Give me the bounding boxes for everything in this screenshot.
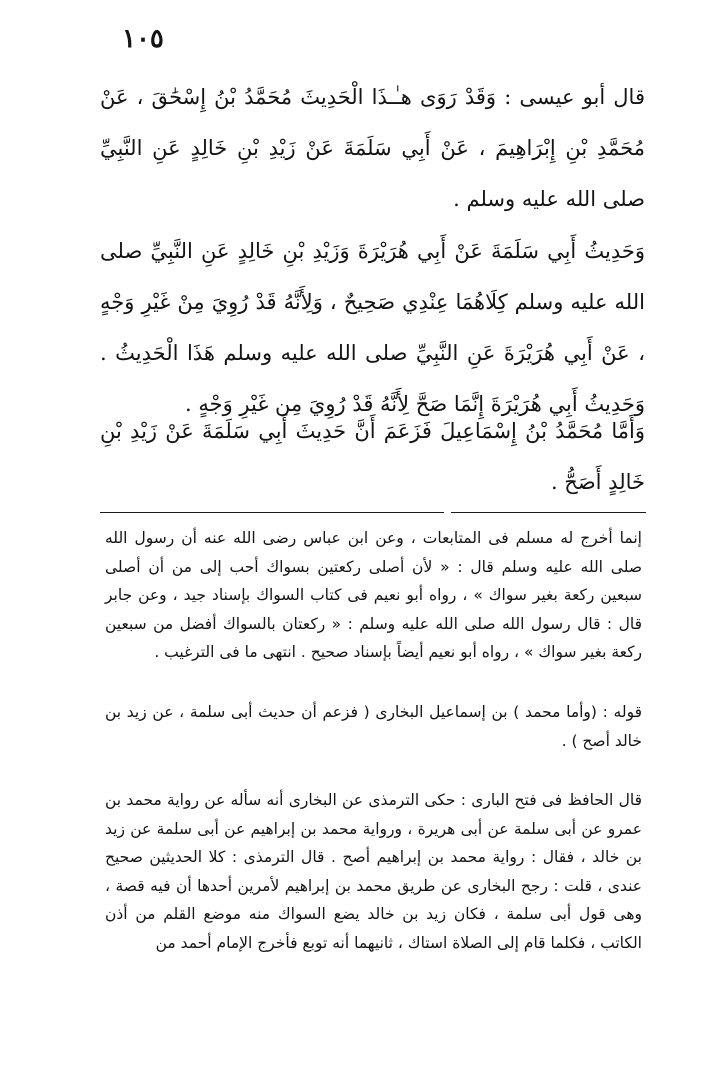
main-paragraph: وَحَدِيثُ أَبِي سَلَمَةَ عَنْ أَبِي هُرَيْرَةَ وَزَيْدِ بْنِ خَالِدٍ عَنِ النَّبِيِّ صلى الله عليه وسلم كِلَاهُمَا عِنْدِي صَحِيحٌ ، وَلِأَنَّهُ قَدْ رُوِيَ مِنْ غَيْرِ وَجْهٍ ، عَنْ أَبِي هُرَيْرَةَ عَنِ النَّبِيِّ صلى الله عليه وسلم هَذَا الْحَدِيثُ . وَحَدِيثُ أَبِي هُرَيْرَةَ إِنَّمَا صَحَّ لِأَنَّهُ قَدْ رُوِيَ مِن غَيْرِ وَجْهٍ . [100,239,645,416]
commentary-paragraph: قال الحافظ فى فتح البارى : حكى الترمذى عن البخارى أنه سأله عن رواية محمد بن عمرو عن أبى سلمة عن أبى هريرة ، ورواية محمد بن إبراهيم عن أبى سلمة عن زيد بن خالد ، فقال : رواية محمد بن إبراهيم أصح . قال الترمذى : كلا الحديثين صحيح عندى ، قلت : رجح البخارى عن طريق محمد بن إبراهيم لأمرين أحدها أن فيه قصة ، وهى قول أبى سلمة ، فكان زيد بن خالد يضع السواك منه موضع القلم من أذن الكاتب ، فكلما قام إلى الصلاة استاك ، ثانيهما أنه توبع فأخرج الإمام أحمد من [105,791,642,952]
main-paragraph: وَأَمَّا مُحَمَّدُ بْنُ إِسْمَاعِيلَ فَزَعَمَ أَنَّ حَدِيثَ أَبِي سَلَمَةَ عَنْ زَيْدِ بْنِ خَالِدٍ أَصَحُّ . [100,419,645,494]
main-paragraph: قال أبو عيسى : وَقَدْ رَوَى هـٰـذَا الْحَدِيثَ مُحَمَّدُ بْنُ إِسْحَٰقَ ، عَنْ مُحَمَّدِ بْنِ إِبْرَاهِيمَ ، عَنْ أَبِي سَلَمَةَ عَنْ زَيْدِ بْنِ خَالِدٍ عَنِ النَّبِيِّ صلى الله عليه وسلم . [100,85,645,211]
separator-rule-right [451,512,646,513]
separator-rule-left [100,512,444,513]
main-text-block [100,72,645,508]
commentary-paragraph: قوله : (وأما محمد ) بن إسماعيل البخارى ( فزعم أن حديث أبى سلمة ، عن زيد بن خالد أصح ) . [105,703,642,750]
commentary-paragraph: إنما أخرج له مسلم فى المتابعات ، وعن ابن عباس رضى الله عنه أن رسول الله صلى الله عليه وسلم قال : « لأن أصلى ركعتين بسواك أحب إلى من أن أصلى سبعين ركعة بغير سواك » ، رواه أبو نعيم فى كتاب السواك بإسناد جيد ، وعن جابر قال : قال رسول الله صلى الله عليه وسلم : « ركعتان بالسواك أفضل من سبعين ركعة بغير سواك » ، رواه أبو نعيم أيضاً بإسناد صحيح . انتهى ما فى الترغيب . [105,529,642,662]
commentary-block [105,524,642,958]
page-number: ١٠٥ [122,24,164,54]
